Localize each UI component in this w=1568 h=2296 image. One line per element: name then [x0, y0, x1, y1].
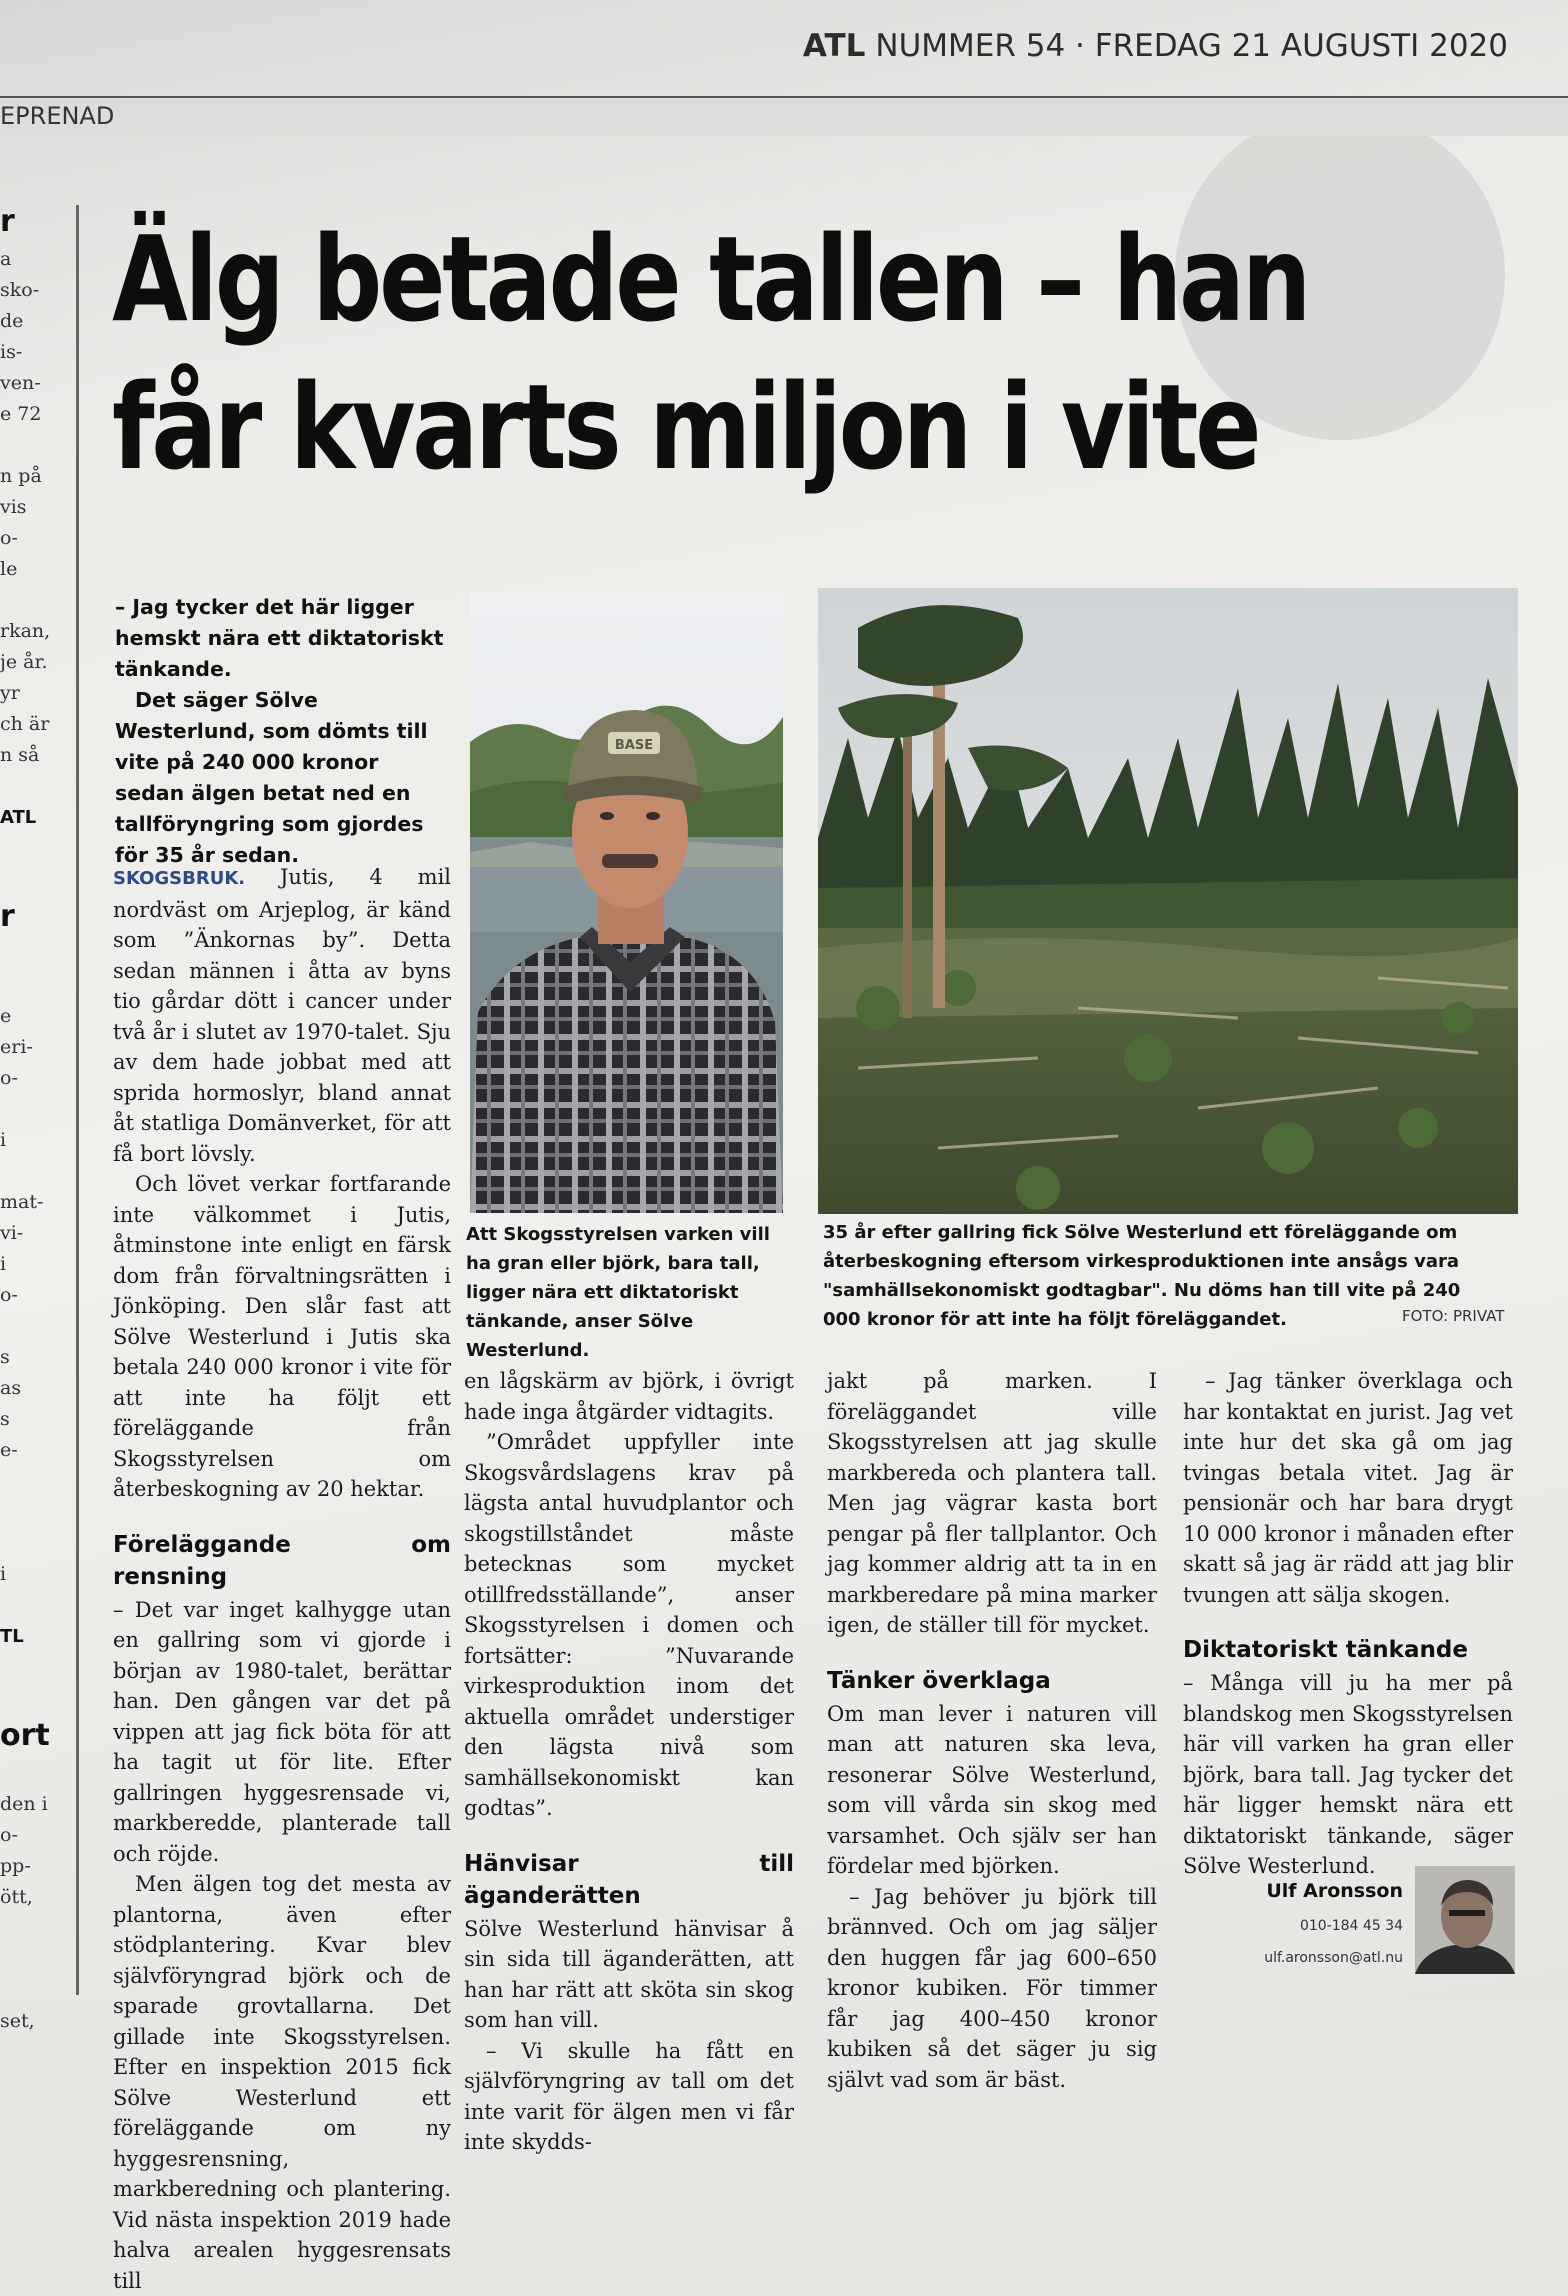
paragraph: Om man lever i naturen vill man att naturen ska leva, resonerar Sölve Westerlund, som vill vårda sin skog med varsamhet. Och själv ser han fördelar med björken. — [827, 1701, 1157, 1878]
fragment-line: i — [0, 1253, 7, 1275]
fragment-line: i — [0, 1129, 7, 1151]
fragment-line — [0, 1466, 66, 1497]
paragraph-text: Jutis, 4 mil nordväst om Arjeplog, är känd som ”Änkornas by”. Detta sedan männen i åtta av byns tio gårdar dött i cancer under två år i slutet av 1970-talet. Sju av dem hade jobbat med att sprida hormoslyr, bland annat åt statliga Domänverket, för att få bort lövsly. — [113, 865, 451, 1166]
fragment-line: e- — [0, 1439, 18, 1461]
fragment-line: as — [0, 1377, 22, 1399]
fragment-line: o- — [0, 1067, 18, 1089]
portrait-photo — [470, 592, 783, 1213]
fragment-line: o- — [0, 1824, 18, 1846]
subheading: Hänvisar till äganderätten — [464, 1850, 794, 1909]
headline-line-2: får kvarts miljon i vite — [112, 358, 1259, 496]
section-label: EPRENAD — [0, 102, 115, 130]
fragment-heading: r — [0, 899, 15, 934]
paragraph: Men älgen tog det mesta av plantorna, även efter stödplantering. Kvar blev självföryngrad björk och de sparade grovtallarna. Det gillade inte Skogsstyrelsen. Efter en inspektion 2015 fick Sölve Westerlund ett föreläggande om ny hyggesrensning, markberedning och plantering. Vid nästa inspektion 2019 hade halva arealen hyggesrensats till — [113, 1872, 451, 2293]
fragment-line: a — [0, 248, 12, 270]
paragraph: – Jag tänker överklaga och har kontaktat en jurist. Jag vet inte hur det ska gå om jag tvingas betala vitet. Jag är pensionär och har bara drygt 10 000 kronor i månaden efter skatt så jag är rädd att jag blir tvungen att sälja skogen. — [1183, 1369, 1513, 1607]
fragment-line: eri- — [0, 1036, 33, 1058]
byline — [1215, 1866, 1515, 1974]
fragment-line: ött, — [0, 1886, 33, 1908]
fragment-line — [0, 864, 66, 895]
forest-caption: 35 år efter gallring fick Sölve Westerlund ett föreläggande om återbeskogning eftersom virkesproduktionen inte ansågs vara "samhällsekonomiskt godtagbar". Nu döms han till vite på 240 000 kronor för att inte ha följt föreläggandet. — [823, 1222, 1461, 1330]
author-phone: 010-184 45 34 — [1299, 1918, 1403, 1934]
paragraph: Och lövet verkar fortfarande inte välkommet i Jutis, åtminstone inte enligt en färsk dom från förvaltningsrätten i Jönköping. Den slår fast att Sölve Westerlund i Jutis ska betala 240 000 kronor i vite för att inte ha följt ett föreläggande från Skogsstyrelsen om återbeskogning av 20 hektar. — [113, 1172, 451, 1501]
fragment-line — [0, 970, 66, 1001]
fragment-line — [0, 1944, 66, 1975]
fragment-line: le — [0, 558, 18, 580]
subheading: Tänker överklaga — [827, 1667, 1051, 1694]
fragment-line — [0, 771, 66, 802]
fragment-line: e — [0, 1005, 12, 1027]
fragment-line: e 72 — [0, 403, 42, 425]
fragment-line — [0, 1975, 66, 2006]
paragraph: ”Området uppfyller inte Skogsvårdslagens krav på lägsta antal huvudplantor och skogstillståndet måste betecknas som mycket otillfredsställande”, anser Skogsstyrelsen i domen och fortsätter: ”Nuvarande virkesproduktion inom det aktuella området understiger den lägsta nivå som samhällsekonomiskt kan godtas”. — [464, 1430, 794, 1820]
fragment-line: o- — [0, 1284, 18, 1306]
dateline: SKOGSBRUK. — [113, 868, 246, 889]
ingress-lead: Det säger Sölve Westerlund, som dömts till vite på 240 000 kronor sedan älgen betat ned en tallföryngring som gjordes för 35 år sedan. — [115, 688, 428, 867]
issue-date: NUMMER 54 · FREDAG 21 AUGUSTI 2020 — [875, 28, 1508, 64]
portrait-caption: Att Skogsstyrelsen varken vill ha gran eller björk, bara tall, ligger nära ett diktatoriskt tänkande, anser Sölve Westerlund. — [466, 1224, 770, 1361]
paragraph: en lågskärm av björk, i övrigt hade inga åtgärder vidtagits. — [464, 1369, 794, 1424]
photo-credit: FOTO: PRIVAT — [1402, 1307, 1505, 1325]
fragment-line: n så — [0, 744, 40, 766]
headline-line-1: Älg betade tallen – han — [112, 210, 1309, 348]
fragment-signature: TL — [0, 1626, 24, 1647]
paragraph: – Jag behöver ju björk till brännved. Och om jag säljer den huggen får jag 600–650 kronor kubiken. För timmer får jag 400–450 kronor kubiken så det säger ju sig självt vad som är bäst. — [827, 1884, 1157, 2092]
ingress — [115, 592, 450, 871]
fragment-line — [0, 1528, 66, 1559]
paragraph — [113, 862, 451, 1169]
fragment-line — [0, 1683, 66, 1714]
paragraph: – Många vill ju ha mer på blandskog men Skogsstyrelsen här vill varken ha gran eller björk, bara tall. Jag tycker det här ligger hemskt nära ett diktatoriskt tänkande, säger Sölve Westerlund. — [1183, 1671, 1513, 1878]
fragment-line: vi- — [0, 1222, 24, 1244]
article-column-4 — [1183, 1366, 1513, 1882]
fragment-line — [0, 1913, 66, 1944]
fragment-line: vis — [0, 496, 27, 518]
fragment-line — [0, 1590, 66, 1621]
fragment-line — [0, 1758, 66, 1789]
ingress-quote: – Jag tycker det här ligger hemskt nära ett diktatoriskt tänkande. — [115, 595, 444, 681]
fragment-line — [0, 939, 66, 970]
fragment-line: den i — [0, 1793, 48, 1815]
fragment-line: yr — [0, 682, 20, 704]
headline — [112, 205, 1307, 501]
adjacent-article-fragment — [0, 200, 66, 2032]
paragraph: jakt på marken. I föreläggandet ville Skogsstyrelsen att jag skulle markbereda och plantera tall. Men jag vägrar kasta bort pengar på fler tallplantor. Och jag kommer aldrig att ta in en markberedare på mina marker igen, de ställer till för mycket. — [827, 1369, 1157, 1637]
fragment-line — [0, 1652, 66, 1683]
article-column-2 — [464, 1366, 794, 2158]
fragment-line: is- — [0, 341, 23, 363]
cap-text: BASE — [614, 738, 654, 753]
fragment-line — [0, 1497, 66, 1528]
fragment-line: n på — [0, 465, 42, 487]
running-head — [803, 28, 1508, 64]
fragment-line — [0, 585, 66, 616]
author-avatar — [1415, 1866, 1515, 1974]
section-strip — [0, 96, 1568, 136]
paragraph: – Det var inget kalhygge utan en gallring som vi gjorde i början av 1980-talet, berättar han. Den gången var det på vippen att jag fick böta för att ha tagit ut för lite. Efter gallringen hyggesrensade vi, markberedde, planterade tall och röjde. — [113, 1597, 451, 1866]
fragment-line: i — [0, 1563, 7, 1585]
fragment-line: o- — [0, 527, 18, 549]
fragment-line: rkan, — [0, 620, 51, 642]
fragment-line: mat- — [0, 1191, 44, 1213]
fragment-heading: ort — [0, 1718, 50, 1753]
fragment-line: de — [0, 310, 24, 332]
article-column-1 — [113, 862, 451, 2296]
paragraph: – Vi skulle ha fått en självföryngring av tall om det inte varit för älgen men vi får inte skydds- — [464, 2038, 794, 2154]
fragment-line: s — [0, 1346, 10, 1368]
fragment-line: pp- — [0, 1855, 31, 1877]
author-email[interactable]: ulf.aronsson@atl.nu — [1264, 1950, 1403, 1966]
fragment-line — [0, 1156, 66, 1187]
fragment-line — [0, 1311, 66, 1342]
fragment-heading: r — [0, 204, 15, 239]
fragment-line: je år. — [0, 651, 48, 673]
paragraph: Sölve Westerlund hänvisar å sin sida till äganderätten, att han har rätt att sköta sin skog som han vill. — [464, 1916, 794, 2032]
fragment-line: ch är — [0, 713, 50, 735]
fragment-line — [0, 1094, 66, 1125]
forest-photo — [818, 588, 1518, 1214]
article-column-3 — [827, 1366, 1157, 2095]
subheading: Föreläggande om rensning — [113, 1531, 451, 1590]
fragment-line: sko- — [0, 279, 40, 301]
column-rule — [76, 205, 79, 1995]
fragment-line: set, — [0, 2010, 35, 2032]
fragment-line: ven- — [0, 372, 41, 394]
fragment-line — [0, 833, 66, 864]
author-name: Ulf Aronsson — [1266, 1880, 1403, 1902]
fragment-signature: ATL — [0, 807, 37, 828]
subheading: Diktatoriskt tänkande — [1183, 1637, 1468, 1663]
brand-name: ATL — [802, 28, 866, 64]
fragment-line: s — [0, 1408, 10, 1430]
fragment-line — [0, 430, 66, 461]
